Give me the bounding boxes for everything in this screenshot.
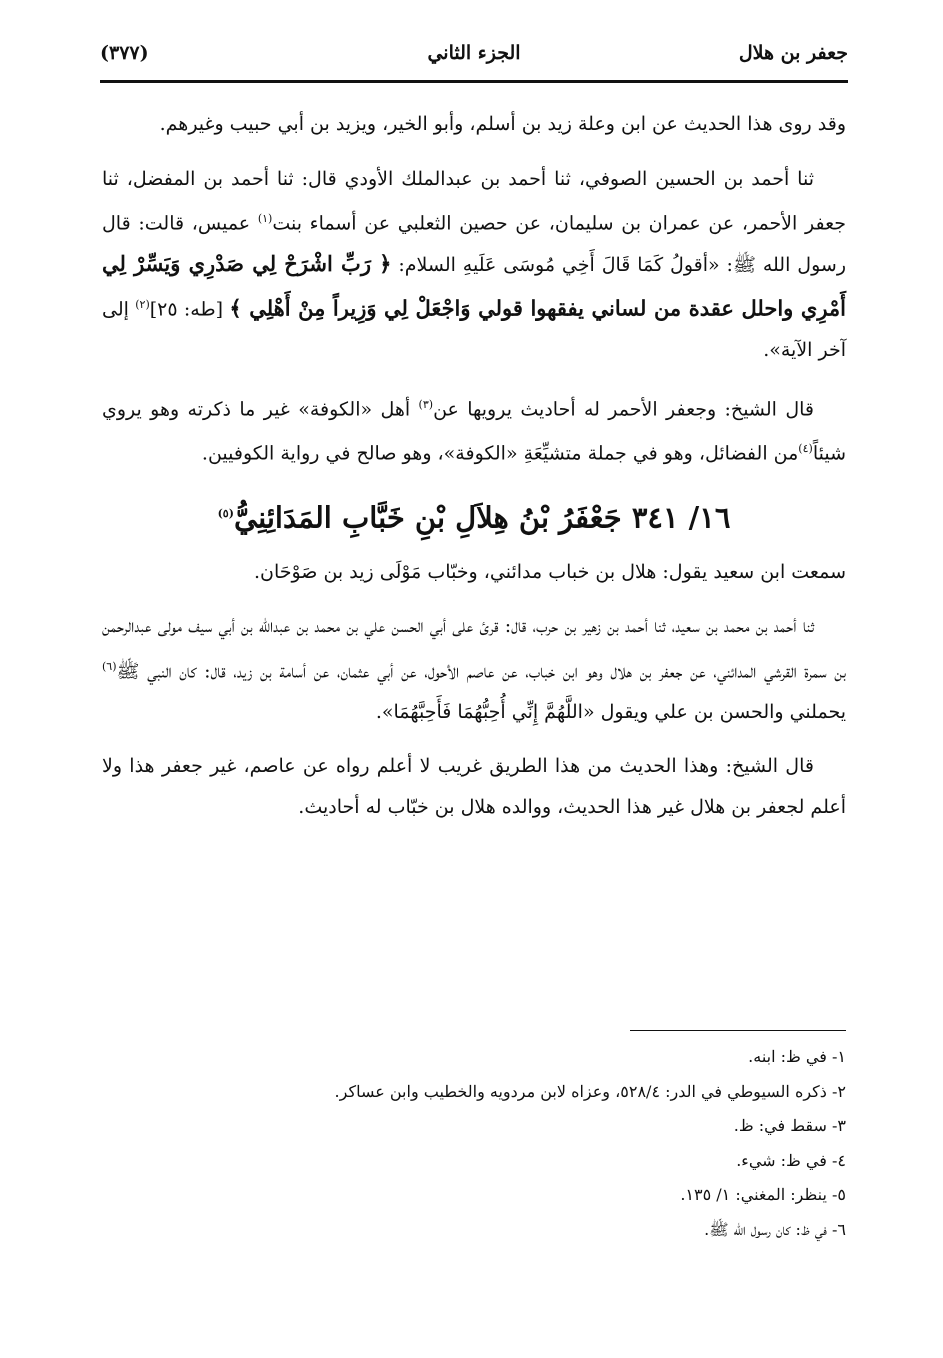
footnote-ref-5: (٥) — [217, 507, 234, 521]
footnote-3: ٣- سقط في: ظ. — [733, 1116, 846, 1136]
paragraph-3-text-a: قال الشيخ: وجعفر الأحمر له أحاديث يرويها عن — [433, 397, 814, 420]
header-divider — [100, 80, 848, 83]
main-text — [102, 104, 846, 841]
paragraph-3-text-c: من الفضائل، وهو في جملة متشيِّعَةِ «الكوفة»، وهو صالح في رواية الكوفيين. — [201, 442, 799, 465]
paragraph-2-text-d: إلى آخر الآية». — [102, 298, 846, 362]
verse-reference: [طه: ٢٥] — [149, 298, 230, 321]
paragraph-5 — [102, 606, 846, 732]
footnote-2: ٢- ذكره السيوطي في الدر: ٥٢٨/٤، وعزاه لابن مردويه والخطيب وابن عساكر. — [334, 1081, 846, 1101]
paragraph-5-text-a: ثنا أحمد بن محمد بن سعيد، ثنا أحمد بن زهير بن حرب، قال: قرئ على أبي الحسن علي بن محمد بن عبدالله بن أبي سيف مولى عبدالرحمن بن سمرة القرشي المدائني، عن جعفر بن هلال وهو ابن خباب، عن عاصم الأحول، عن أبي عثمان، عن أسامة بن زيد، قال: كان النبي ﷺ — [102, 615, 846, 683]
footnote-ref-3: (٣) — [418, 397, 434, 411]
footnote-ref-2: (٢) — [135, 298, 150, 312]
footnote-ref-1: (١) — [257, 212, 273, 225]
page-number: (٣٧٧) — [100, 42, 149, 64]
paragraph-5-text-b: يحملني والحسن بن علي ويقول «اللَّهُمَّ إِنِّي أُحِبُّهُمَا فَأَحِبَّهُمَا». — [375, 700, 846, 723]
header-title: جعفر بن هلال — [738, 42, 848, 64]
footnote-ref-6: (٦) — [102, 659, 117, 673]
footnote-4: ٤- في ظ: شيء. — [736, 1150, 846, 1170]
footnote-5: ٥- ينظر: المغني: ١/ ١٣٥. — [680, 1185, 846, 1205]
footnote-divider — [630, 1030, 846, 1031]
running-header — [100, 36, 848, 76]
paragraph-6: قال الشيخ: وهذا الحديث من هذا الطريق غريب لا أعلم رواه عن عاصم، غير جعفر هذا ولا أعلم لجعفر بن هلال غير هذا الحديث، ووالده هلال بن خبّاب له أحاديث. — [102, 755, 846, 818]
paragraph-4: سمعت ابن سعيد يقول: هلال بن خباب مدائني، وخبّاب مَوْلَى زيد بن صَوْحَان. — [253, 560, 846, 583]
paragraph-3-text-b: أهل «الكوفة» غير ما ذكرته وهو يروي شيئاً — [102, 397, 846, 465]
paragraph-1: وقد روى هذا الحديث عن ابن وعلة زيد بن أسلم، وأبو الخير، ويزيد بن أبي حبيب وغيرهم. — [159, 113, 846, 135]
paragraph-3 — [102, 385, 846, 475]
header-volume: الجزء الثاني — [427, 42, 521, 64]
footnote-6: ٦- في ظ: كان رسول الله ﷺ. — [704, 1219, 846, 1239]
paragraph-2-text-b: عميس، قالت: قال رسول الله ﷺ: «أقولُ كَمَا قَالَ أَخِي مُوسَى عَلَيهِ السلام: — [102, 212, 846, 276]
section-heading — [102, 488, 846, 544]
paragraph-2-text-a: ثنا أحمد بن الحسين الصوفي، ثنا أحمد بن عبدالملك الأودي قال: ثنا أحمد بن المفضل، ثنا جعفر الأحمر، عن عمران بن سليمان، عن حصين الثعلبي عن أسماء بنت — [102, 167, 846, 235]
quran-verse: ﴿ رَبِّ اشْرَحْ لِي صَدْرِي وَيَسِّرْ لِي أَمْرِي واحلل عقدة من لساني يفقهوا قولي وَاجْعَلْ لِي وَزِيراً مِنْ أَهْلِي ﴾ — [102, 250, 846, 321]
footnote-ref-4: (٤) — [798, 442, 813, 456]
paragraph-2 — [102, 159, 846, 371]
footnote-1: ١- في ظ: ابنه. — [748, 1047, 846, 1066]
section-heading-text: ١٦/ ٣٤١ جَعْفَرُ بْنُ هِلاَلِ بْنِ خَبَّابِ المَدَائِنِيُّ — [233, 500, 731, 535]
footnotes — [150, 1040, 846, 1248]
